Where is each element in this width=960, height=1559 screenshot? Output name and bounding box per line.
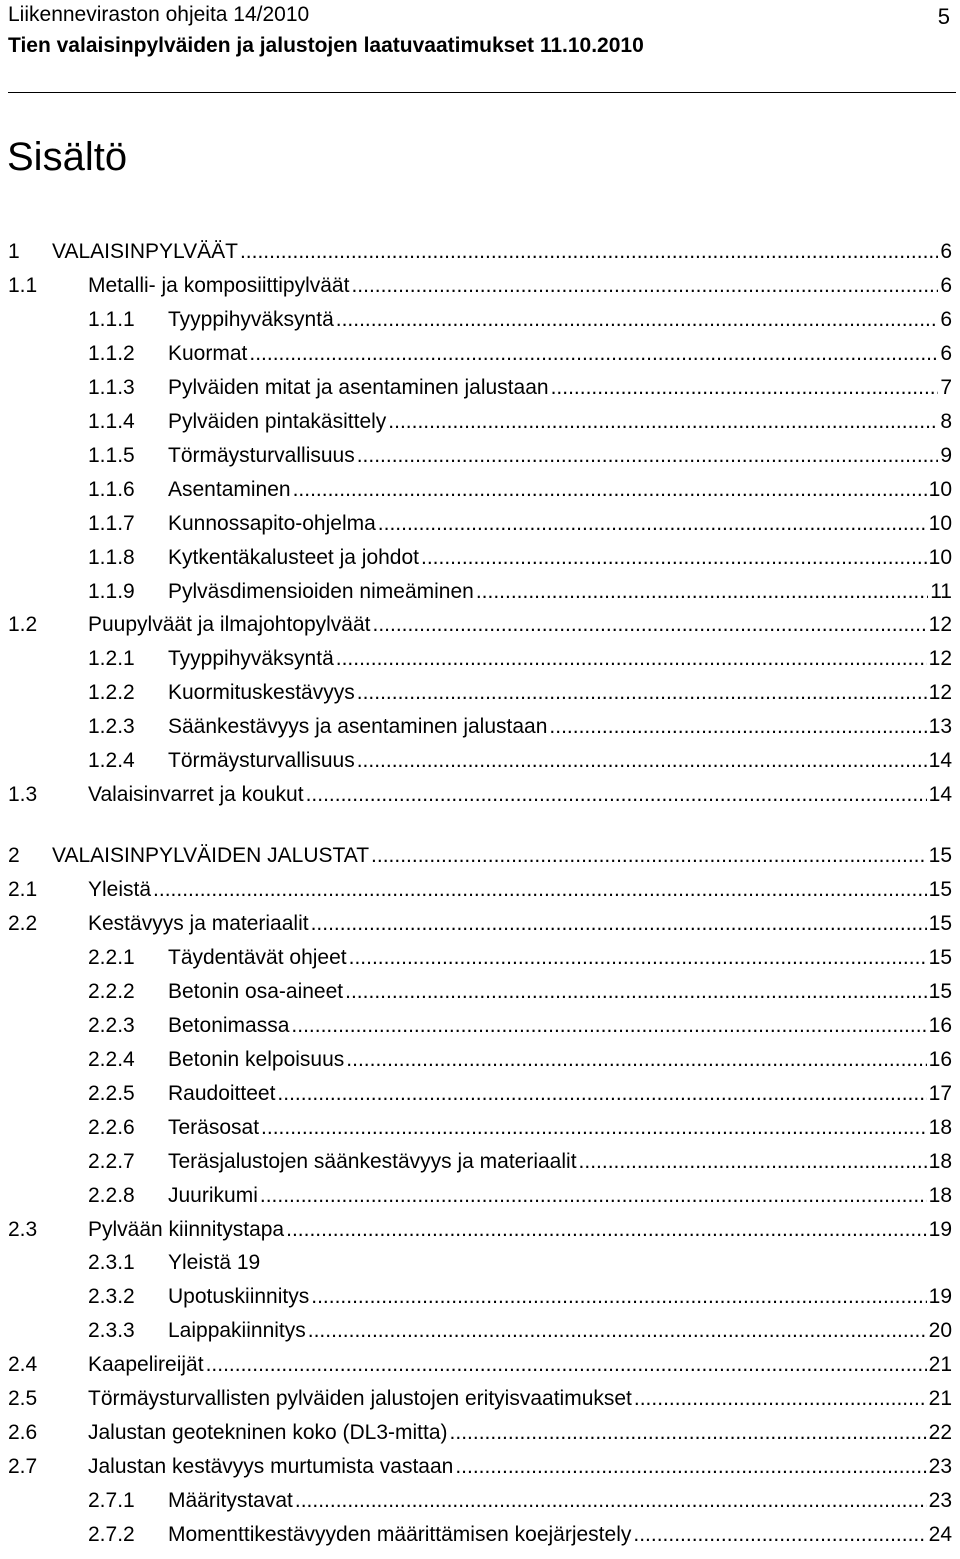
toc-entry-number: 1.1 [8,274,38,297]
toc-entry-number: 2.3.1 [88,1251,135,1274]
toc-entry[interactable] [0,875,960,905]
toc-entry-title[interactable]: Juurikumi [168,1181,260,1211]
toc-entry-title[interactable]: Jalustan kestävyys murtumista vastaan [88,1452,455,1482]
toc-entry[interactable] [0,1045,960,1075]
toc-entry-number: 2.2.3 [88,1014,135,1037]
toc-entry[interactable] [0,305,960,335]
toc-dot-leader [286,1215,927,1245]
toc-entry-page[interactable]: 18 [927,1181,952,1211]
toc-entry-page[interactable]: 7 [938,373,952,403]
toc-entry[interactable] [0,271,960,301]
toc-entry-number: 2.7 [8,1455,38,1478]
toc-dot-leader [249,339,938,369]
toc-entry-page[interactable]: 6 [938,339,952,369]
toc-entry-title[interactable]: Kestävyys ja materiaalit [88,909,311,939]
toc-entry-number: 2.2.7 [88,1150,135,1173]
toc-dot-leader [388,407,938,437]
toc-dot-leader [153,875,927,905]
toc-entry-number: 2.2 [8,912,38,935]
toc-entry-title[interactable]: Laippakiinnitys [168,1316,308,1346]
toc-entry[interactable] [0,610,960,640]
toc-entry[interactable] [0,1248,960,1278]
toc-entry-title[interactable]: Säänkestävyys ja asentaminen jalustaan [168,712,549,742]
toc-entry-title[interactable]: Kuormituskestävyys [168,678,357,708]
toc-entry-title[interactable]: Asentaminen [168,475,293,505]
toc-entry-number: 1.2.2 [88,681,135,704]
toc-entry-number: 1.1.3 [88,376,135,399]
toc-entry-page[interactable]: 6 [938,271,952,301]
toc-entry-page[interactable]: 18 [927,1147,952,1177]
toc-entry-title[interactable]: VALAISINPYLVÄIDEN JALUSTAT [52,841,371,871]
toc-dot-leader [311,909,927,939]
toc-entry-page[interactable]: 12 [927,644,952,674]
toc-dot-leader [306,780,927,810]
toc-entry[interactable] [0,339,960,369]
toc-entry-title[interactable]: Jalustan geotekninen koko (DL3-mitta) [88,1418,450,1448]
toc-entry-number: 2.5 [8,1387,38,1410]
toc-entry-number: 2.2.4 [88,1048,135,1071]
toc-entry[interactable] [0,509,960,539]
toc-entry[interactable] [0,475,960,505]
toc-dot-leader [357,746,927,776]
toc-entry-title[interactable]: Tyyppihyväksyntä [168,644,336,674]
toc-dot-leader [351,271,938,301]
toc-entry-page[interactable]: 12 [927,610,952,640]
toc-entry[interactable] [0,1011,960,1041]
toc-entry-page[interactable]: 15 [927,841,952,871]
toc-entry-page[interactable]: 16 [927,1011,952,1041]
toc-dot-leader [421,543,927,573]
toc-dot-leader [476,577,928,607]
toc-dot-leader [378,509,927,539]
toc-dot-leader [295,1486,927,1516]
page-header [8,0,956,95]
toc-entry-page[interactable]: 15 [927,909,952,939]
toc-entry-page[interactable]: 23 [927,1452,952,1482]
toc-entry[interactable] [0,1215,960,1245]
toc-entry-number: 1.1.2 [88,342,135,365]
toc-entry[interactable] [0,1418,960,1448]
toc-entry-number: 2.2.2 [88,980,135,1003]
toc-entry-title[interactable]: Kunnossapito-ohjelma [168,509,378,539]
toc-entry[interactable] [0,841,960,871]
toc-dot-leader [293,475,927,505]
toc-dot-leader [551,373,939,403]
toc-entry-number: 1.1.4 [88,410,135,433]
toc-entry-number: 1.1.6 [88,478,135,501]
toc-entry-title[interactable]: Teräsjalustojen säänkestävyys ja materiaalit [168,1147,579,1177]
toc-entry[interactable] [0,712,960,742]
toc-entry-title[interactable]: Yleistä 19 [168,1248,262,1278]
toc-entry-title[interactable]: Pylvään kiinnitystapa [88,1215,286,1245]
toc-entry-title[interactable]: Törmäysturvallisuus [168,746,357,776]
toc-entry-number: 2.1 [8,878,38,901]
toc-entry-number: 2.3.2 [88,1285,135,1308]
toc-dot-leader [579,1147,927,1177]
toc-entry-page[interactable]: 22 [927,1418,952,1448]
document-series: Liikenneviraston ohjeita 14/2010 [8,3,310,26]
toc-entry[interactable] [0,977,960,1007]
toc-entry-page[interactable]: 14 [927,780,952,810]
toc-entry-page[interactable]: 9 [938,441,952,471]
toc-dot-leader [277,1079,926,1109]
toc-dot-leader [373,610,927,640]
toc-entry[interactable] [0,1181,960,1211]
toc-entry[interactable] [0,644,960,674]
toc-entry[interactable] [0,943,960,973]
toc-dot-leader [633,1520,926,1550]
toc-dot-leader [311,1282,926,1312]
toc-entry-page[interactable]: 6 [938,237,952,267]
toc-entry-title[interactable]: Betonimassa [168,1011,291,1041]
toc-entry-page[interactable]: 19 [927,1282,952,1312]
toc-dot-leader [336,644,927,674]
toc-entry-page[interactable]: 11 [928,577,952,607]
toc-entry-title[interactable]: Upotuskiinnitys [168,1282,311,1312]
toc-entry-title[interactable]: VALAISINPYLVÄÄT [52,237,240,267]
toc-entry-page[interactable]: 10 [927,509,952,539]
toc-entry-page[interactable]: 21 [927,1384,952,1414]
document-title: Tien valaisinpylväiden ja jalustojen laatuvaatimukset 11.10.2010 [8,34,644,57]
toc-entry[interactable] [0,1452,960,1482]
toc-entry-title[interactable]: Yleistä [88,875,153,905]
toc-entry-page[interactable]: 6 [938,305,952,335]
toc-entry[interactable] [0,1520,960,1550]
toc-entry[interactable] [0,678,960,708]
toc-entry-number: 2.4 [8,1353,38,1376]
toc-entry-number: 1.1.7 [88,512,135,535]
toc-entry-number: 1.3 [8,783,38,806]
toc-dot-leader [371,841,927,871]
toc-entry[interactable] [0,1113,960,1143]
toc-entry-title[interactable]: Metalli- ja komposiittipylväät [88,271,351,301]
toc-entry-number: 1.1.1 [88,308,135,331]
toc-entry-number: 2.3.3 [88,1319,135,1342]
toc-entry-number: 2.6 [8,1421,38,1444]
toc-entry-page[interactable]: 21 [927,1350,952,1380]
toc-dot-leader [336,305,939,335]
toc-entry-title[interactable]: Kaapelireijät [88,1350,206,1380]
toc-heading: Sisältö [7,135,128,179]
toc-entry-page[interactable]: 8 [938,407,952,437]
toc-entry-page[interactable]: 18 [927,1113,952,1143]
toc-dot-leader [634,1384,927,1414]
toc-entry-title[interactable]: Tyyppihyväksyntä [168,305,336,335]
toc-entry-number: 2.7.2 [88,1523,135,1546]
toc-entry-title[interactable]: Määritystavat [168,1486,295,1516]
toc-entry[interactable] [0,373,960,403]
toc-entry-title[interactable]: Pylväiden mitat ja asentaminen jalustaan [168,373,551,403]
toc-entry[interactable] [0,577,960,607]
toc-dot-leader [261,1113,927,1143]
toc-entry-page[interactable]: 19 [927,1215,952,1245]
toc-entry[interactable] [0,441,960,471]
toc-entry-number: 1.1.8 [88,546,135,569]
toc-entry[interactable] [0,1350,960,1380]
toc-dot-leader [260,1181,927,1211]
toc-entry-page[interactable]: 23 [927,1486,952,1516]
toc-entry-page[interactable]: 17 [927,1079,952,1109]
toc-dot-leader [345,977,927,1007]
toc-entry-title[interactable]: Raudoitteet [168,1079,277,1109]
toc-entry[interactable] [0,1079,960,1109]
toc-entry[interactable] [0,746,960,776]
toc-entry-page[interactable]: 20 [927,1316,952,1346]
header-divider [8,92,956,93]
toc-entry-number: 2.2.1 [88,946,135,969]
toc-entry-number: 1.2.4 [88,749,135,772]
toc-entry-number: 1.1.5 [88,444,135,467]
toc-entry-page[interactable]: 10 [927,475,952,505]
toc-entry-page[interactable]: 14 [927,746,952,776]
toc-entry-page[interactable]: 13 [927,712,952,742]
toc-entry-number: 1.2.1 [88,647,135,670]
toc-entry-title[interactable]: Pylväiden pintakäsittely [168,407,388,437]
toc-entry-title[interactable]: Törmäysturvallisten pylväiden jalustojen erityisvaatimukset [88,1384,634,1414]
toc-entry-title[interactable]: Kuormat [168,339,249,369]
toc-entry-title[interactable]: Törmäysturvallisuus [168,441,357,471]
toc-dot-leader [291,1011,926,1041]
toc-entry-title[interactable]: Pylväsdimensioiden nimeäminen [168,577,476,607]
toc-entry-number: 2.2.6 [88,1116,135,1139]
page-number: 5 [937,4,950,29]
toc-entry-page[interactable]: 12 [927,678,952,708]
toc-entry-title[interactable]: Kytkentäkalusteet ja johdot [168,543,421,573]
toc-entry-number: 2.3 [8,1218,38,1241]
toc-entry-number: 2 [8,844,20,867]
toc-entry[interactable] [0,909,960,939]
toc-dot-leader [346,1045,926,1075]
toc-dot-leader [450,1418,927,1448]
toc-entry-page[interactable]: 16 [927,1045,952,1075]
toc-entry-number: 1 [8,240,20,263]
toc-entry-page[interactable]: 15 [927,977,952,1007]
toc-entry-title[interactable]: Betonin osa-aineet [168,977,345,1007]
toc-entry-title[interactable]: Betonin kelpoisuus [168,1045,346,1075]
toc-dot-leader [349,943,927,973]
toc-entry-title[interactable]: Momenttikestävyyden määrittämisen koejärjestely [168,1520,633,1550]
toc-dot-leader [357,678,927,708]
toc-entry-title[interactable]: Teräsosat [168,1113,261,1143]
toc-entry-page[interactable]: 15 [927,943,952,973]
toc-dot-leader [357,441,939,471]
toc-entry-title[interactable]: Täydentävät ohjeet [168,943,349,973]
toc-entry[interactable] [0,543,960,573]
toc-dot-leader [549,712,926,742]
toc-entry[interactable] [0,1486,960,1516]
toc-entry-title[interactable]: Puupylväät ja ilmajohtopylväät [88,610,373,640]
toc-entry-title[interactable]: Valaisinvarret ja koukut [88,780,306,810]
toc-entry[interactable] [0,1316,960,1346]
toc-entry[interactable] [0,780,960,810]
toc-entry-number: 2.2.5 [88,1082,135,1105]
toc-dot-leader [240,237,938,267]
toc-entry[interactable] [0,1147,960,1177]
toc-entry-page[interactable]: 10 [927,543,952,573]
toc-dot-leader [206,1350,927,1380]
toc-dot-leader [455,1452,926,1482]
toc-entry-number: 2.2.8 [88,1184,135,1207]
toc-entry[interactable] [0,1282,960,1312]
toc-entry[interactable] [0,1384,960,1414]
toc-entry[interactable] [0,407,960,437]
toc-entry-page[interactable]: 24 [927,1520,952,1550]
toc-entry-number: 1.2 [8,613,38,636]
toc-entry-page[interactable]: 15 [927,875,952,905]
toc-entry-number: 2.7.1 [88,1489,135,1512]
toc-entry-number: 1.1.9 [88,580,135,603]
toc-entry[interactable] [0,237,960,267]
toc-entry-number: 1.2.3 [88,715,135,738]
toc-dot-leader [308,1316,927,1346]
